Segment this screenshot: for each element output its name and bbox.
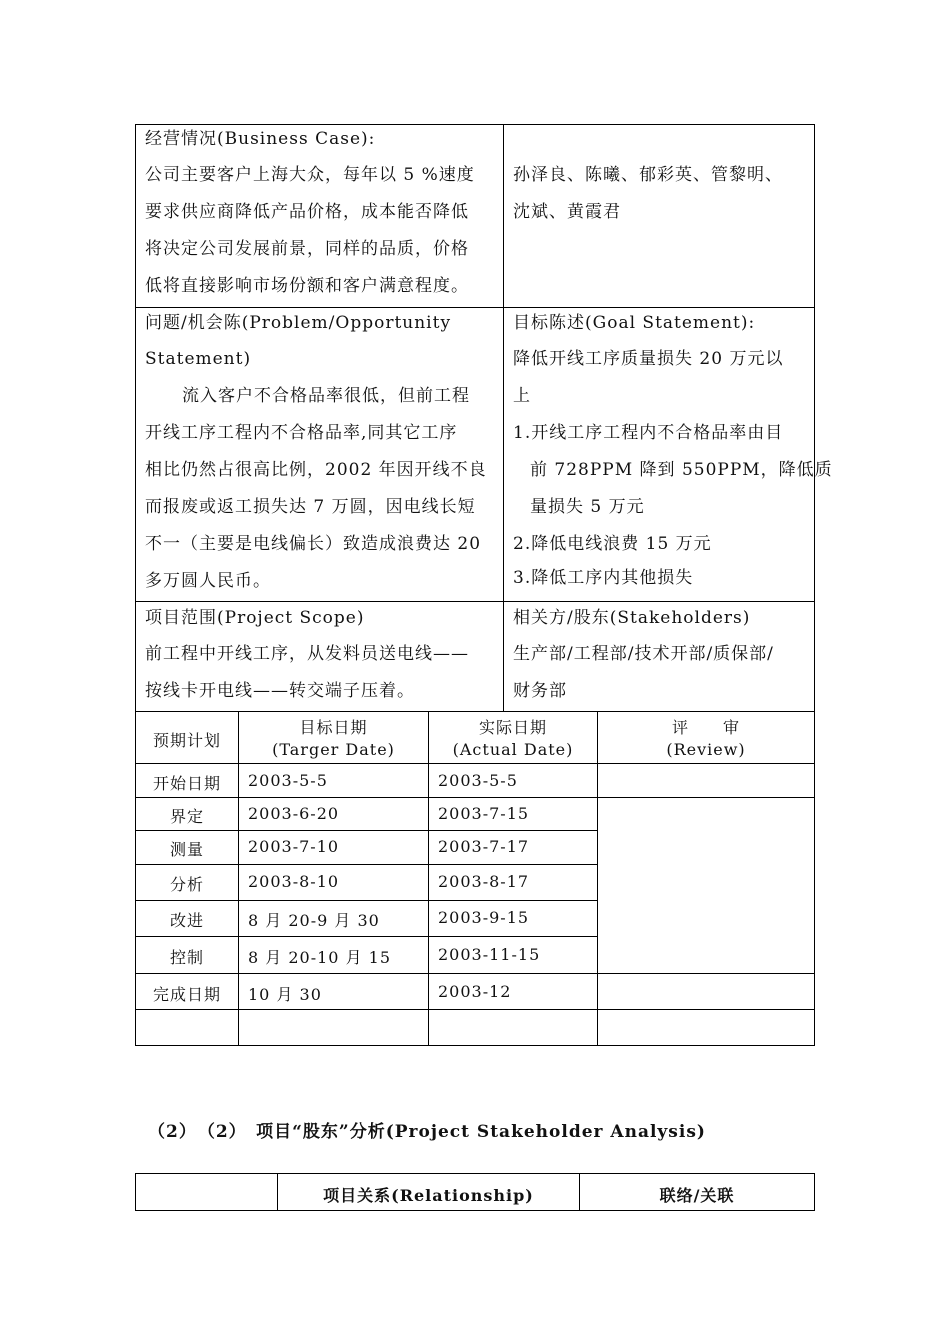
schedule-header-actual: 实际日期: [478, 718, 547, 737]
table-border-right: [814, 1173, 815, 1211]
stakeholder-col-relationship: 项目关系(Relationship): [323, 1186, 534, 1205]
schedule-header-review-en: (Review): [666, 740, 746, 759]
goal-statement-line: 前 728PPM 降到 550PPM，降低质: [530, 460, 833, 480]
team-members-line: 沈斌、黄霞君: [513, 202, 621, 222]
schedule-phase: 分析: [169, 875, 204, 894]
problem-statement-line: 而报废或返工损失达 7 万圆，因电线长短: [145, 497, 476, 517]
stakeholder-analysis-table: [0, 1160, 950, 1220]
team-members-line: 孙泽良、陈曦、郁彩英、管黎明、: [513, 165, 783, 185]
section-2-heading: （2） （2） 项目“股东”分析(Project Stakeholder Analysis): [148, 1122, 706, 1142]
schedule-phase: 控制: [169, 948, 204, 967]
schedule-row-divider: [135, 900, 598, 901]
business-case-line: 将决定公司发展前景，同样的品质，价格: [145, 239, 469, 259]
schedule-actual-date: 2003-9-15: [438, 908, 530, 927]
table-border-right: [814, 124, 815, 1046]
goal-statement-line: 降低开线工序质量损失 20 万元以: [513, 349, 784, 369]
table-border-left: [135, 1173, 136, 1211]
schedule-row-divider: [135, 936, 598, 937]
schedule-row-divider: [135, 973, 815, 974]
schedule-actual-date: 2003-12: [438, 982, 512, 1001]
goal-statement-line: 1.开线工序工程内不合格品率由目: [513, 423, 784, 443]
schedule-row-divider: [135, 830, 598, 831]
project-scope-line: 按线卡开电线——转交端子压着。: [145, 681, 415, 701]
schedule-phase: 改进: [169, 911, 204, 930]
divider-mid-vertical: [503, 124, 504, 712]
schedule-phase: 完成日期: [152, 985, 221, 1004]
stakeholders-title: 相关方/股东(Stakeholders): [513, 608, 751, 628]
schedule-phase: 开始日期: [152, 774, 221, 793]
business-case-title: 经营情况(Business Case):: [145, 129, 376, 149]
schedule-header-target-en: (Targer Date): [272, 740, 395, 759]
problem-statement-line: 多万圆人民币。: [145, 571, 271, 591]
schedule-col-divider: [597, 711, 598, 1046]
schedule-header-actual-en: (Actual Date): [452, 740, 574, 759]
project-scope-title: 项目范围(Project Scope): [145, 608, 365, 628]
goal-statement-line: 3.降低工序内其他损失: [513, 568, 694, 588]
goal-statement-line: 2.降低电线浪费 15 万元: [513, 534, 712, 554]
table-border-bottom: [135, 1045, 815, 1046]
schedule-actual-date: 2003-11-15: [438, 945, 541, 964]
divider-row-3: [135, 711, 815, 712]
schedule-phase: 界定: [169, 807, 204, 826]
schedule-actual-date: 2003-5-5: [438, 771, 518, 790]
schedule-col-divider: [238, 711, 239, 1046]
schedule-header-target: 目标日期: [299, 718, 368, 737]
schedule-actual-date: 2003-7-17: [438, 837, 530, 856]
schedule-actual-date: 2003-7-15: [438, 804, 530, 823]
problem-statement-title: 问题/机会陈(Problem/Opportunity: [145, 313, 452, 333]
problem-statement-line: 流入客户不合格品率很低，但前工程: [182, 386, 470, 406]
business-case-line: 低将直接影响市场份额和客户满意程度。: [145, 276, 469, 296]
table-border-top: [135, 1173, 815, 1174]
schedule-target-date: 8 月 20-10 月 15: [248, 948, 392, 967]
schedule-phase: 测量: [169, 840, 204, 859]
project-scope-line: 前工程中开线工序，从发料员送电线——: [145, 644, 469, 664]
schedule-actual-date: 2003-8-17: [438, 872, 530, 891]
goal-statement-title: 目标陈述(Goal Statement):: [513, 313, 756, 333]
stakeholders-line: 财务部: [513, 681, 567, 701]
schedule-target-date: 2003-7-10: [248, 837, 340, 856]
schedule-target-date: 2003-5-5: [248, 771, 328, 790]
goal-statement-line: 量损失 5 万元: [530, 497, 645, 517]
business-case-line: 要求供应商降低产品价格，成本能否降低: [145, 202, 469, 222]
stakeholders-line: 生产部/工程部/技术开部/质保部/: [513, 644, 774, 664]
schedule-target-date: 8 月 20-9 月 30: [248, 911, 380, 930]
schedule-col-divider: [428, 711, 429, 1046]
schedule-row-divider: [135, 797, 815, 798]
schedule-target-date: 2003-6-20: [248, 804, 340, 823]
problem-statement-line: 相比仍然占很高比例，2002 年因开线不良: [145, 460, 487, 480]
business-case-line: 公司主要客户上海大众，每年以 5 %速度: [145, 165, 475, 185]
stakeholder-col-contact: 联络/关联: [659, 1186, 735, 1205]
schedule-row-divider: [135, 864, 598, 865]
schedule-row-divider: [135, 1009, 815, 1010]
problem-statement-line: 不一（主要是电线偏长）致造成浪费达 20: [145, 534, 482, 554]
problem-statement-title: Statement): [145, 349, 252, 369]
schedule-header-plan: 预期计划: [152, 731, 221, 750]
problem-statement-line: 开线工序工程内不合格品率,同其它工序: [145, 423, 458, 443]
table-border-bottom: [135, 1210, 815, 1211]
schedule-target-date: 2003-8-10: [248, 872, 340, 891]
schedule-target-date: 10 月 30: [248, 985, 322, 1004]
schedule-header-review: 评 审: [671, 718, 740, 737]
goal-statement-line: 上: [513, 386, 531, 406]
schedule-row-divider: [135, 763, 815, 764]
